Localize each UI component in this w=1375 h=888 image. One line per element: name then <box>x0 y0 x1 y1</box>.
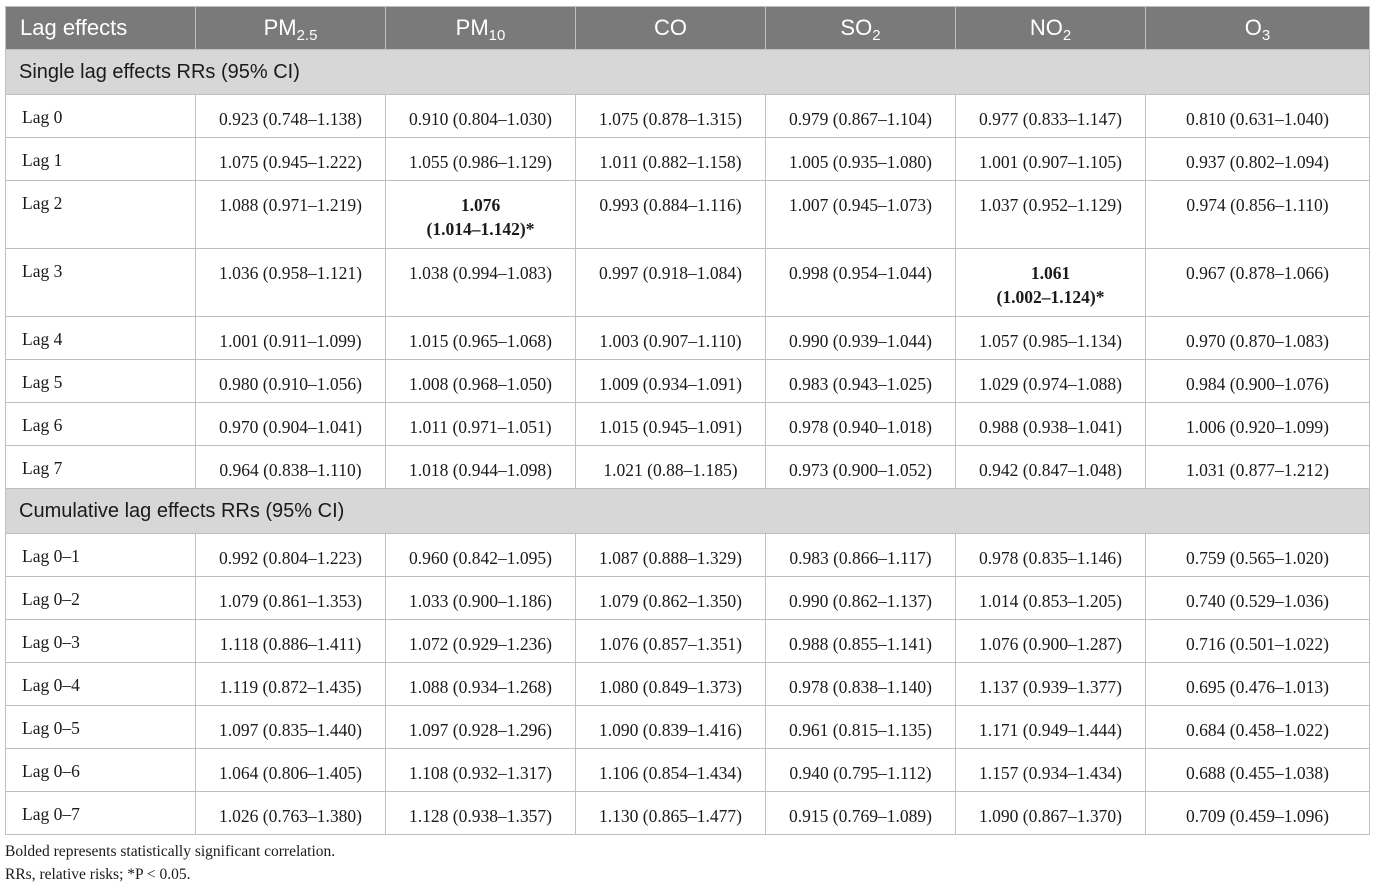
rr-cell <box>576 360 766 403</box>
rr-cell <box>576 792 766 835</box>
rr-value: 0.695 (0.476–1.013) <box>1186 677 1329 697</box>
rr-cell <box>766 577 956 620</box>
rr-value: 1.031 (0.877–1.212) <box>1186 460 1329 480</box>
rr-value: 1.005 (0.935–1.080) <box>789 152 932 172</box>
rr-value: 1.088 (0.971–1.219) <box>219 195 362 215</box>
rr-value: 1.075 (0.878–1.315) <box>599 109 742 129</box>
rr-cell <box>956 360 1146 403</box>
rr-value: 1.076 (0.857–1.351) <box>599 634 742 654</box>
section-header-row <box>6 489 1370 534</box>
rr-value: 0.977 (0.833–1.147) <box>979 109 1122 129</box>
rr-value: 1.037 (0.952–1.129) <box>979 195 1122 215</box>
footnote-bold: Bolded represents statistically significant correlation. <box>5 843 336 860</box>
rr-cell <box>1146 663 1370 706</box>
rr-value: 0.740 (0.529–1.036) <box>1186 591 1329 611</box>
row-label: Lag 0–6 <box>6 749 196 792</box>
rr-cell <box>1146 360 1370 403</box>
rr-value: 1.009 (0.934–1.091) <box>599 374 742 394</box>
rr-cell <box>956 749 1146 792</box>
rr-cell <box>196 360 386 403</box>
rr-cell <box>956 663 1146 706</box>
rr-value: 1.119 (0.872–1.435) <box>219 677 362 697</box>
table-row <box>6 360 1370 403</box>
rr-value: 0.997 (0.918–1.084) <box>599 263 742 283</box>
rr-cell <box>766 446 956 489</box>
rr-value: 0.923 (0.748–1.138) <box>219 109 362 129</box>
rr-cell <box>576 749 766 792</box>
section-header-row <box>6 50 1370 95</box>
rr-cell <box>576 620 766 663</box>
rr-value: 1.026 (0.763–1.380) <box>219 806 362 826</box>
rr-cell <box>196 446 386 489</box>
rr-value: 1.008 (0.968–1.050) <box>409 374 552 394</box>
section-title: Single lag effects RRs (95% CI) <box>6 50 1370 95</box>
rr-cell <box>386 446 576 489</box>
rr-value: 1.079 (0.861–1.353) <box>219 591 362 611</box>
rr-value: 1.018 (0.944–1.098) <box>409 460 552 480</box>
table-body <box>6 50 1370 835</box>
rr-ci: (1.002–1.124)* <box>996 287 1105 307</box>
rr-value: 0.978 (0.835–1.146) <box>979 548 1122 568</box>
rr-cell <box>196 317 386 360</box>
rr-cell <box>766 138 956 181</box>
rr-cell <box>956 446 1146 489</box>
header-o3 <box>1146 7 1370 50</box>
rr-cell <box>956 138 1146 181</box>
rr-value: 0.990 (0.862–1.137) <box>789 591 932 611</box>
rr-value: 1.064 (0.806–1.405) <box>219 763 362 783</box>
rr-value: 1.036 (0.958–1.121) <box>219 263 362 283</box>
rr-cell <box>386 792 576 835</box>
rr-value: 1.090 (0.839–1.416) <box>599 720 742 740</box>
rr-cell <box>386 181 576 249</box>
header-no2-sub: 2 <box>1062 27 1072 44</box>
rr-cell <box>766 317 956 360</box>
row-label: Lag 0 <box>6 95 196 138</box>
header-so2-base: SO <box>840 15 873 40</box>
rr-cell <box>1146 95 1370 138</box>
rr-value: 1.090 (0.867–1.370) <box>979 806 1122 826</box>
rr-cell <box>766 706 956 749</box>
rr-value: 1.055 (0.986–1.129) <box>409 152 552 172</box>
rr-value: 1.088 (0.934–1.268) <box>409 677 552 697</box>
rr-cell <box>196 749 386 792</box>
rr-cell <box>1146 534 1370 577</box>
rr-cell <box>576 138 766 181</box>
rr-value: 1.007 (0.945–1.073) <box>789 195 932 215</box>
rr-value: 1.118 (0.886–1.411) <box>219 634 362 654</box>
table-row <box>6 403 1370 446</box>
rr-value: 0.983 (0.866–1.117) <box>789 548 932 568</box>
rr-cell <box>766 403 956 446</box>
header-no2-base: NO <box>1029 15 1063 40</box>
rr-value: 1.157 (0.934–1.434) <box>979 763 1122 783</box>
header-pm10 <box>386 7 576 50</box>
rr-cell <box>386 95 576 138</box>
rr-value: 0.980 (0.910–1.056) <box>219 374 362 394</box>
rr-value: 1.021 (0.88–1.185) <box>603 460 738 480</box>
rr-cell <box>766 181 956 249</box>
row-label: Lag 7 <box>6 446 196 489</box>
rr-value: 0.960 (0.842–1.095) <box>409 548 552 568</box>
rr-cell <box>1146 577 1370 620</box>
rr-value: 1.011 (0.971–1.051) <box>409 417 552 437</box>
row-label: Lag 0–1 <box>6 534 196 577</box>
rr-value: 0.993 (0.884–1.116) <box>599 195 742 215</box>
rr-cell <box>196 249 386 317</box>
rr-cell <box>386 317 576 360</box>
rr-cell <box>576 663 766 706</box>
rr-cell <box>386 360 576 403</box>
table-row <box>6 138 1370 181</box>
table-footnotes <box>5 840 335 886</box>
rr-cell <box>196 534 386 577</box>
rr-cell <box>576 403 766 446</box>
rr-value: 0.990 (0.939–1.044) <box>789 331 932 351</box>
rr-value: 0.964 (0.838–1.110) <box>219 460 362 480</box>
header-no2 <box>956 7 1146 50</box>
rr-value: 0.810 (0.631–1.040) <box>1186 109 1329 129</box>
rr-cell <box>576 446 766 489</box>
rr-cell <box>1146 620 1370 663</box>
rr-cell <box>956 249 1146 317</box>
rr-cell <box>576 706 766 749</box>
rr-cell <box>386 138 576 181</box>
rr-cell <box>766 663 956 706</box>
rr-cell <box>386 749 576 792</box>
rr-value: 1.097 (0.928–1.296) <box>409 720 552 740</box>
rr-value: 1.108 (0.932–1.317) <box>409 763 552 783</box>
table-row <box>6 792 1370 835</box>
rr-cell <box>766 95 956 138</box>
row-label: Lag 5 <box>6 360 196 403</box>
table-row <box>6 749 1370 792</box>
rr-cell <box>956 403 1146 446</box>
table-row <box>6 95 1370 138</box>
row-label: Lag 1 <box>6 138 196 181</box>
rr-cell <box>196 577 386 620</box>
table-row <box>6 249 1370 317</box>
header-pm25 <box>196 7 386 50</box>
rr-value: 1.001 (0.907–1.105) <box>979 152 1122 172</box>
rr-value: 0.984 (0.900–1.076) <box>1186 374 1329 394</box>
rr-cell <box>386 403 576 446</box>
rr-cell <box>766 534 956 577</box>
rr-cell <box>956 95 1146 138</box>
rr-value: 1.072 (0.929–1.236) <box>409 634 552 654</box>
rr-value: 0.992 (0.804–1.223) <box>219 548 362 568</box>
rr-value: 0.974 (0.856–1.110) <box>1186 195 1329 215</box>
rr-value: 0.978 (0.940–1.018) <box>789 417 932 437</box>
header-pm25-base: PM <box>263 15 297 40</box>
row-label: Lag 2 <box>6 181 196 249</box>
table-row <box>6 663 1370 706</box>
rr-value: 1.130 (0.865–1.477) <box>599 806 742 826</box>
rr-cell <box>956 577 1146 620</box>
rr-cell <box>766 360 956 403</box>
rr-value: 0.970 (0.904–1.041) <box>219 417 362 437</box>
rr-cell <box>1146 706 1370 749</box>
row-label: Lag 0–3 <box>6 620 196 663</box>
rr-value: 0.684 (0.458–1.022) <box>1186 720 1329 740</box>
rr-value: 0.709 (0.459–1.096) <box>1186 806 1329 826</box>
rr-cell <box>766 620 956 663</box>
table-row <box>6 181 1370 249</box>
rr-value: 1.087 (0.888–1.329) <box>599 548 742 568</box>
rr-cell <box>576 317 766 360</box>
rr-value: 1.033 (0.900–1.186) <box>409 591 552 611</box>
rr-cell <box>1146 403 1370 446</box>
rr-cell <box>1146 317 1370 360</box>
row-label: Lag 0–5 <box>6 706 196 749</box>
rr-cell <box>196 620 386 663</box>
rr-cell <box>766 749 956 792</box>
rr-cell <box>1146 249 1370 317</box>
rr-value: 1.011 (0.882–1.158) <box>599 152 742 172</box>
rr-ci: (1.014–1.142)* <box>426 219 535 239</box>
table-row <box>6 706 1370 749</box>
rr-value: 1.057 (0.985–1.134) <box>979 331 1122 351</box>
table-row <box>6 317 1370 360</box>
rr-value: 1.128 (0.938–1.357) <box>409 806 552 826</box>
header-pm25-sub: 2.5 <box>296 27 318 44</box>
rr-value: 1.061 <box>1030 263 1071 283</box>
rr-value: 1.097 (0.835–1.440) <box>219 720 362 740</box>
rr-value: 0.688 (0.455–1.038) <box>1186 763 1329 783</box>
rr-value: 0.716 (0.501–1.022) <box>1186 634 1329 654</box>
row-label: Lag 6 <box>6 403 196 446</box>
rr-value: 1.106 (0.854–1.434) <box>599 763 742 783</box>
rr-value: 0.988 (0.938–1.041) <box>979 417 1122 437</box>
rr-value: 0.942 (0.847–1.048) <box>979 460 1122 480</box>
rr-cell <box>196 706 386 749</box>
row-label: Lag 4 <box>6 317 196 360</box>
rr-cell <box>1146 181 1370 249</box>
rr-cell <box>386 249 576 317</box>
rr-value: 0.937 (0.802–1.094) <box>1186 152 1329 172</box>
rr-value: 0.979 (0.867–1.104) <box>789 109 932 129</box>
header-row <box>6 7 1370 50</box>
rr-cell <box>196 95 386 138</box>
rr-cell <box>1146 446 1370 489</box>
rr-cell <box>196 663 386 706</box>
rr-value: 0.961 (0.815–1.135) <box>789 720 932 740</box>
rr-value: 0.940 (0.795–1.112) <box>789 763 932 783</box>
rr-cell <box>576 181 766 249</box>
rr-value: 0.967 (0.878–1.066) <box>1186 263 1329 283</box>
rr-value: 0.988 (0.855–1.141) <box>789 634 932 654</box>
rr-cell <box>576 95 766 138</box>
rr-value: 0.910 (0.804–1.030) <box>409 109 552 129</box>
rr-cell <box>386 663 576 706</box>
rr-cell <box>196 403 386 446</box>
section-title: Cumulative lag effects RRs (95% CI) <box>6 489 1370 534</box>
row-label: Lag 0–2 <box>6 577 196 620</box>
rr-cell <box>956 534 1146 577</box>
table-row <box>6 577 1370 620</box>
rr-value: 1.079 (0.862–1.350) <box>599 591 742 611</box>
row-label: Lag 0–4 <box>6 663 196 706</box>
rr-cell <box>196 138 386 181</box>
rr-value: 0.978 (0.838–1.140) <box>789 677 932 697</box>
rr-value: 1.006 (0.920–1.099) <box>1186 417 1329 437</box>
header-so2-sub: 2 <box>872 27 881 44</box>
rr-value: 1.076 (0.900–1.287) <box>979 634 1122 654</box>
header-lag-effects: Lag effects <box>6 7 196 50</box>
rr-value: 1.015 (0.965–1.068) <box>409 331 552 351</box>
rr-value: 0.970 (0.870–1.083) <box>1186 331 1329 351</box>
table-header <box>6 7 1370 50</box>
rr-value: 1.003 (0.907–1.110) <box>599 331 742 351</box>
rr-cell <box>576 534 766 577</box>
rr-cell <box>196 181 386 249</box>
rr-value: 1.015 (0.945–1.091) <box>599 417 742 437</box>
rr-cell <box>1146 138 1370 181</box>
rr-cell <box>956 792 1146 835</box>
rr-cell <box>576 249 766 317</box>
rr-value: 1.001 (0.911–1.099) <box>219 331 362 351</box>
rr-cell <box>1146 792 1370 835</box>
lag-effects-table <box>5 6 1370 835</box>
rr-value: 1.075 (0.945–1.222) <box>219 152 362 172</box>
row-label: Lag 0–7 <box>6 792 196 835</box>
rr-value: 0.915 (0.769–1.089) <box>789 806 932 826</box>
rr-value: 0.973 (0.900–1.052) <box>789 460 932 480</box>
rr-cell <box>766 792 956 835</box>
rr-value: 1.014 (0.853–1.205) <box>979 591 1122 611</box>
header-pm10-sub: 10 <box>488 27 506 44</box>
rr-cell <box>386 577 576 620</box>
table-row <box>6 534 1370 577</box>
table-row <box>6 620 1370 663</box>
header-so2 <box>766 7 956 50</box>
header-co: CO <box>576 7 766 50</box>
rr-value: 1.137 (0.939–1.377) <box>979 677 1122 697</box>
rr-cell <box>956 181 1146 249</box>
rr-cell <box>386 534 576 577</box>
rr-value: 1.171 (0.949–1.444) <box>979 720 1122 740</box>
rr-cell <box>1146 749 1370 792</box>
rr-cell <box>196 792 386 835</box>
rr-value: 0.759 (0.565–1.020) <box>1186 548 1329 568</box>
rr-cell <box>956 706 1146 749</box>
rr-value: 0.998 (0.954–1.044) <box>789 263 932 283</box>
rr-value: 1.076 <box>460 195 501 215</box>
rr-cell <box>386 620 576 663</box>
footnote-abbreviations: RRs, relative risks; *P < 0.05. <box>5 866 191 883</box>
row-label: Lag 3 <box>6 249 196 317</box>
rr-value: 1.029 (0.974–1.088) <box>979 374 1122 394</box>
rr-cell <box>576 577 766 620</box>
rr-cell <box>956 620 1146 663</box>
rr-cell <box>956 317 1146 360</box>
rr-cell <box>766 249 956 317</box>
rr-value: 0.983 (0.943–1.025) <box>789 374 932 394</box>
table-row <box>6 446 1370 489</box>
rr-value: 1.038 (0.994–1.083) <box>409 263 552 283</box>
rr-value: 1.080 (0.849–1.373) <box>599 677 742 697</box>
rr-cell <box>386 706 576 749</box>
header-o3-base: O <box>1244 15 1262 40</box>
header-pm10-base: PM <box>455 15 489 40</box>
header-o3-sub: 3 <box>1261 27 1271 44</box>
